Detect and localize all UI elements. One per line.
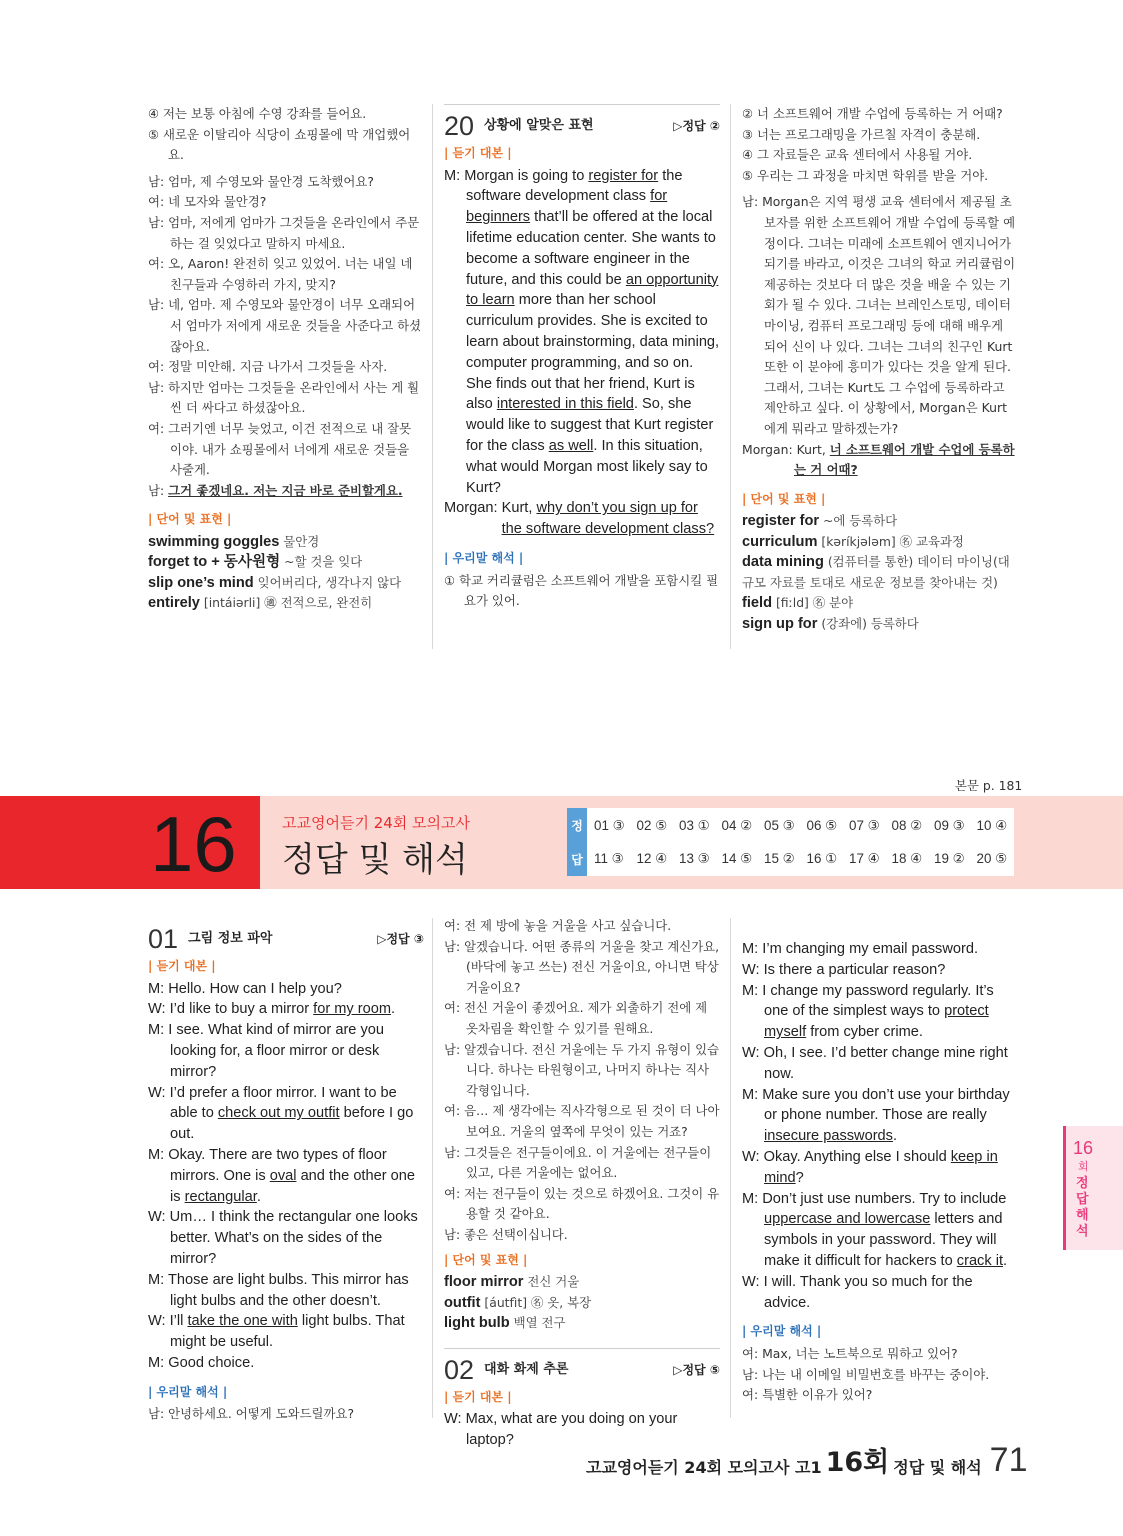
answer-key-item: 20 ⑤	[976, 851, 1008, 866]
q20-script	[444, 166, 720, 499]
answer-key-item: 03 ①	[679, 818, 710, 833]
page-reference: 본문 p. 181	[955, 778, 1023, 793]
morgan-translation	[742, 440, 1016, 481]
q01-answer: ▷정답 ③	[377, 932, 424, 947]
dialogue-line: 여: 전신 거울이 좋겠어요. 제가 외출하기 전에 제 옷차림을 확인할 수 있기를 원해요.	[444, 1000, 708, 1036]
speaker: Morgan: Kurt,	[742, 441, 830, 457]
vocab-entry	[444, 1313, 720, 1334]
vocab-entry	[742, 552, 1016, 593]
dialogue-line: ⑤ 새로운 이탈리아 식당이 쇼핑몰에 막 개업했어요.	[148, 126, 411, 163]
dialogue-line: 남: 알겠습니다. 전신 거울에는 두 가지 유형이 있습니다. 하나는 타원형이고, 나머지 하나는 직사각형입니다.	[444, 1041, 720, 1098]
page-footer	[586, 1442, 1028, 1478]
footer-series: 고교영어듣기 24회 모의고사 고1	[586, 1458, 822, 1477]
script-line: M: Hello. How can I help you?	[148, 980, 342, 997]
vocab-meaning: ~할 것을 잊다	[280, 554, 363, 570]
q01-script-label: | 듣기 대본 |	[148, 959, 216, 973]
footer-test-number: 16회	[825, 1447, 890, 1478]
q02-header	[444, 1348, 720, 1383]
q20-trans-label: | 우리말 해석 |	[444, 550, 524, 565]
vocab-meaning: [intáiərli] ㊜ 전적으로, 완전히	[199, 595, 373, 611]
dialogue-line: 여: 네 모자와 물안경?	[148, 194, 267, 210]
answer-key-item: 18 ④	[891, 851, 923, 866]
test-number: 16	[150, 800, 237, 888]
vocab-word: swimming goggles	[148, 533, 280, 550]
q01-trans-label: | 우리말 해석 |	[148, 1384, 228, 1399]
vocab-entry	[148, 532, 422, 553]
ans-tag-char-2: 답	[571, 852, 583, 867]
answer-key-item: 16 ①	[806, 851, 838, 866]
vocab-entry	[148, 593, 422, 614]
bottom-divider-2	[730, 918, 731, 1418]
dialogue-line: 여: Max, 너는 노트북으로 뭐하고 있어?	[742, 1345, 958, 1361]
bottom-col-1	[148, 918, 424, 1425]
dialogue-line: 여: 특별한 이유가 있어?	[742, 1387, 873, 1403]
morgan-answer	[502, 498, 720, 540]
q01-korean-dialogue	[444, 916, 720, 1246]
q02-trans	[742, 1344, 1018, 1406]
script-line: W: I will. Thank you so much for the advice.	[742, 1273, 973, 1311]
script-line: W: Um… I think the rectangular one looks better. What’s on the sides of the mirror?	[148, 1209, 418, 1267]
vocab-entry	[444, 1293, 720, 1314]
bottom-divider-1	[432, 918, 433, 1418]
answer-key-item: 15 ②	[764, 851, 795, 866]
script-line: W: Okay. Anything else I should keep in mind?	[742, 1148, 998, 1186]
vocab-entry	[742, 532, 1016, 553]
dialogue-line: 남: 그것들은 전구들이에요. 이 거울에는 전구들이 있고, 다른 거울에는 없어요.	[444, 1144, 712, 1181]
script-line: W: I’d prefer a floor mirror. I want to be able to check out my outfit before I go out.	[148, 1084, 414, 1143]
dialogue-line: 남: 알겠습니다. 어떤 종류의 거울을 찾고 계신가요, (바닥에 놓고 쓰는) 전신 거울이요, 아니면 탁상 거울이요?	[444, 938, 720, 995]
q20-block	[444, 104, 720, 612]
header-title: 정답 및 해석	[282, 840, 468, 880]
dialogue-line: 남: 하지만 엄마는 그것들을 온라인에서 사는 게 훨씬 더 싸다고 하셨잖아요.	[148, 379, 420, 416]
dialogue-line: 여: 오, Aaron! 완전히 잊고 있었어. 너는 내일 네 친구들과 수영하러 가지, 맞지?	[148, 256, 413, 292]
choice-translation: ② 너 소프트웨어 개발 수업에 등록하는 거 어때?	[742, 106, 1003, 121]
q20-script-label: | 듣기 대본 |	[444, 146, 512, 160]
vocab-entry	[444, 1272, 720, 1293]
q20-title: 상황에 알맞은 표현	[484, 118, 594, 134]
script-line: W: I’ll take the one with light bulbs. That might be useful.	[148, 1313, 405, 1351]
answer-key-item: 06 ⑤	[806, 818, 838, 833]
vocab-word: register for	[742, 513, 820, 530]
choice-translation: ⑤ 우리는 그 과정을 마치면 학위를 받을 거야.	[742, 167, 989, 183]
answer-key-item: 08 ②	[891, 818, 923, 833]
speaker: 남:	[148, 482, 169, 498]
script-line: M: I see. What kind of mirror are you looking for, a floor mirror or desk mirror?	[148, 1022, 385, 1080]
script-line: W: Oh, I see. I’d better change mine right now.	[742, 1044, 1008, 1082]
choice-translation: ④ 그 자료들은 교육 센터에서 사용될 거야.	[742, 147, 973, 163]
q01-script	[148, 979, 424, 1374]
dialogue-line: ④ 저는 보통 아침에 수영 강좌를 들어요.	[148, 106, 367, 121]
vocab-list	[148, 532, 422, 614]
page-number: 71	[989, 1441, 1028, 1479]
choice-translation: ③ 너는 프로그래밍을 가르칠 자격이 충분해.	[742, 126, 981, 142]
translation-paragraph: 남: Morgan은 지역 평생 교육 센터에서 제공될 초보자를 위한 소프트웨어 개발 수업에 등록할 예정이다. 그녀는 미래에 소프트웨어 엔지니어가 되기를 바라고, 이것은 그녀의 학교 커리큘럼이 제공하는 것보다 더 많은 것을 배울 수 있는 기회가 될 수 있다. 그녀는 브레인스토밍, 데이터 마이닝, 컴퓨터 프로그래밍 등에 대해 배우게 되어 신이 나 있다. 그녀는 그녀의 친구인 Kurt 또한 이 분야에 흥미가 있다는 것을 알게 된다. 그래서, 그녀는 Kurt도 그 수업에 등록하라고 제안하고 싶다. 이 상황에서, Morgan은 Kurt에게 뭐라고 말하겠는가?	[742, 194, 1016, 436]
answer-key-item: 07 ③	[849, 818, 880, 833]
vocab-meaning: (강좌에) 등록하다	[817, 615, 919, 631]
q01-number: 01	[148, 924, 179, 954]
morgan-pre: Kurt,	[501, 500, 537, 517]
top-divider-1	[432, 104, 433, 649]
answer-key-item: 10 ④	[976, 818, 1008, 833]
vocab-word: forget to + 동사원형	[148, 554, 281, 571]
vocab-word: light bulb	[444, 1315, 510, 1332]
q20-answer: ▷정답 ②	[673, 119, 720, 134]
vocab-word: curriculum	[742, 533, 818, 550]
vocab-meaning: 백열 전구	[509, 1315, 566, 1331]
script-line: M: Good choice.	[148, 1354, 255, 1371]
vocab-word: data mining	[742, 554, 824, 571]
answer-key-item: 05 ③	[764, 818, 795, 833]
vocab-word: sign up for	[742, 615, 818, 632]
vocab-word: field	[742, 595, 772, 612]
answer-key-item: 11 ③	[594, 851, 624, 866]
vocab-label: | 단어 및 표현 |	[742, 491, 826, 506]
q02-script-label: | 듣기 대본 |	[444, 1389, 512, 1404]
q02-answer: ▷정답 ⑤	[673, 1363, 720, 1377]
bottom-col-2	[444, 916, 720, 1451]
vocab-meaning: ~에 등록하다	[819, 513, 898, 529]
vocab-entry	[742, 511, 1016, 532]
q02-script-cont	[742, 939, 1018, 1313]
answer-key-item: 01 ③	[594, 818, 625, 833]
top-col-1	[148, 104, 422, 614]
vocab-meaning: (컴퓨터를 통한) 데이터 마이닝(대규모 자료를 토대로 새로운 정보를 찾아내는 것)	[742, 554, 1010, 590]
vocab-list	[742, 511, 1016, 634]
side-tab-number: 16	[1073, 1138, 1094, 1158]
answer-key-item: 09 ③	[934, 818, 965, 833]
q01-trans-line-1: 남: 안녕하세요. 어떻게 도와드릴까요?	[148, 1406, 355, 1422]
vocab-entry	[742, 593, 1016, 614]
answer-key-item: 12 ④	[636, 851, 668, 866]
script-line: M: Don’t just use numbers. Try to include uppercase and lowercase letters and symbols in your password. They will make it difficult for hackers to crack it.	[742, 1190, 1008, 1269]
script-line: M: I change my password regularly. It’s one of the simplest ways to protect myself from cyber crime.	[742, 982, 994, 1041]
q20-header	[444, 104, 720, 139]
vocab-meaning: [áutfìt] ㊔ 옷, 복장	[480, 1294, 592, 1310]
col2-vocab	[444, 1272, 720, 1334]
vocab-meaning: 전신 거울	[523, 1274, 580, 1290]
answer-key-item: 17 ④	[849, 851, 880, 866]
answer-key-item: 19 ②	[934, 851, 965, 866]
morgan-underlined-answer: why don’t you sign up for the software development class?	[501, 500, 715, 538]
q20-number: 20	[444, 111, 475, 141]
q02-script-line-1: W: Max, what are you doing on your laptop?	[444, 1411, 678, 1448]
vocab-meaning: [fiːld] ㊔ 분야	[772, 595, 854, 611]
vocab-meaning: [kəríkjələm] ㊔ 교육과정	[817, 533, 964, 549]
dialogue-line-answer	[148, 481, 422, 502]
dialogue-line: 남: 나는 내 이메일 비밀번호를 바꾸는 중이야.	[742, 1366, 990, 1382]
footer-title: 정답 및 해석	[893, 1458, 982, 1477]
side-tab-hoe: 회	[1078, 1160, 1089, 1173]
dialogue-line: 여: 음… 제 생각에는 직사각형으로 된 것이 더 나아 보여요. 거울의 옆쪽에 무엇이 있는 거죠?	[444, 1103, 720, 1139]
dialogue-line: 남: 엄마, 제 수영모와 물안경 도착했어요?	[148, 173, 374, 189]
vocab-word: slip one’s mind	[148, 574, 254, 591]
script-line: M: I’m changing my email password.	[742, 941, 979, 957]
vocab-entry	[742, 614, 1016, 635]
dialogue-line: 남: 네, 엄마. 제 수영모와 물안경이 너무 오래되어서 엄마가 저에게 새로운 것들을 사준다고 하셨잖아요.	[148, 297, 422, 354]
col2-vocab-label: | 단어 및 표현 |	[444, 1252, 528, 1267]
vocab-label: | 단어 및 표현 |	[148, 512, 232, 527]
dialogue-line: 남: 좋은 선택이십니다.	[444, 1226, 568, 1242]
chapter-side-tab	[1063, 1126, 1123, 1250]
q20-morgan-line	[444, 498, 720, 540]
dialogue-line: 여: 그러기엔 너무 늦었고, 이건 전적으로 내 잘못이야. 내가 쇼핑몰에서 너에게 새로운 것들을 사줄게.	[148, 420, 412, 478]
vocab-word: entirely	[148, 595, 200, 612]
dialogue-line: 여: 저는 전구들이 있는 것으로 하겠어요. 그것이 유용할 것 같아요.	[444, 1185, 720, 1222]
top-divider-2	[730, 104, 731, 649]
q02-trans-label: | 우리말 해석 |	[742, 1324, 822, 1339]
answer-key-tag	[567, 808, 587, 876]
q02-number: 02	[444, 1354, 475, 1385]
dialogue-line: 여: 전 제 방에 놓을 거울을 사고 싶습니다.	[444, 918, 672, 933]
vocab-entry	[148, 552, 422, 573]
vocab-meaning: 물안경	[279, 533, 320, 549]
q20-script-text: M: Morgan is going to register for the software development class for beginners that’ll be offered at the local lifetime education center. She wants to become a software engineer in the future, and this could be an opportunity to learn more than her school curriculum provides. She is excited to learn about brainstorming, data mining, computer programming, and so on. She finds out that her friend, Kurt is also interested in this field. So, she would like to suggest that Kurt register for the class as well. In this situation, what would Morgan most likely say to Kurt?	[444, 167, 720, 496]
bottom-col-3	[742, 939, 1018, 1406]
answer-row-1	[594, 818, 1019, 834]
answer-row-2	[594, 851, 1019, 867]
dialogue-line: 여: 정말 미안해. 지금 나가서 그것들을 사자.	[148, 359, 388, 375]
q20-trans	[444, 571, 720, 612]
vocab-word: floor mirror	[444, 1274, 524, 1291]
script-line: M: Okay. There are two types of floor mirrors. One is oval and the other one is rectangular.	[148, 1146, 415, 1205]
q01-header	[148, 918, 424, 952]
answer-underlined: 너 소프트웨어 개발 수업에 등록하는 거 어때?	[794, 441, 1015, 478]
script-line: M: Make sure you don’t use your birthday or phone number. Those are really insecure passwords.	[742, 1086, 1010, 1145]
answer-key-item: 14 ⑤	[721, 851, 753, 866]
header-subtitle: 고교영어듣기 24회 모의고사	[282, 814, 471, 832]
answer-key-item: 13 ③	[679, 851, 710, 866]
q20-trans-item-1: ① 학교 커리큘럼은 소프트웨어 개발을 포함시킬 필요가 있어.	[444, 572, 719, 609]
answer-key-item: 04 ②	[721, 818, 753, 833]
q01-trans	[148, 1404, 424, 1425]
script-line: W: Is there a particular reason?	[742, 961, 946, 978]
vocab-word: outfit	[444, 1294, 481, 1311]
script-line: W: I’d like to buy a mirror for my room.	[148, 1001, 396, 1018]
vocab-entry	[148, 573, 422, 594]
ans-tag-char-1: 정	[571, 818, 583, 833]
answer-key-item: 02 ⑤	[636, 818, 668, 833]
morgan-speaker: Morgan:	[444, 500, 502, 517]
script-line: M: Those are light bulbs. This mirror has light bulbs and the other doesn’t.	[148, 1271, 409, 1309]
vocab-meaning: 잊어버리다, 생각나지 않다	[253, 574, 402, 590]
top-col-3	[742, 104, 1016, 634]
side-tab-vertical-text: 정답해석	[1076, 1176, 1089, 1239]
dialogue-line: 남: 엄마, 저에게 엄마가 그것들을 온라인에서 주문하는 걸 잊었다고 말하지 마세요.	[148, 214, 420, 251]
q01-title: 그림 정보 파악	[188, 931, 273, 947]
q02-title: 대화 화제 추론	[484, 1362, 569, 1377]
answer-underlined: 그거 좋겠네요. 저는 지금 바로 준비할게요.	[168, 482, 403, 498]
